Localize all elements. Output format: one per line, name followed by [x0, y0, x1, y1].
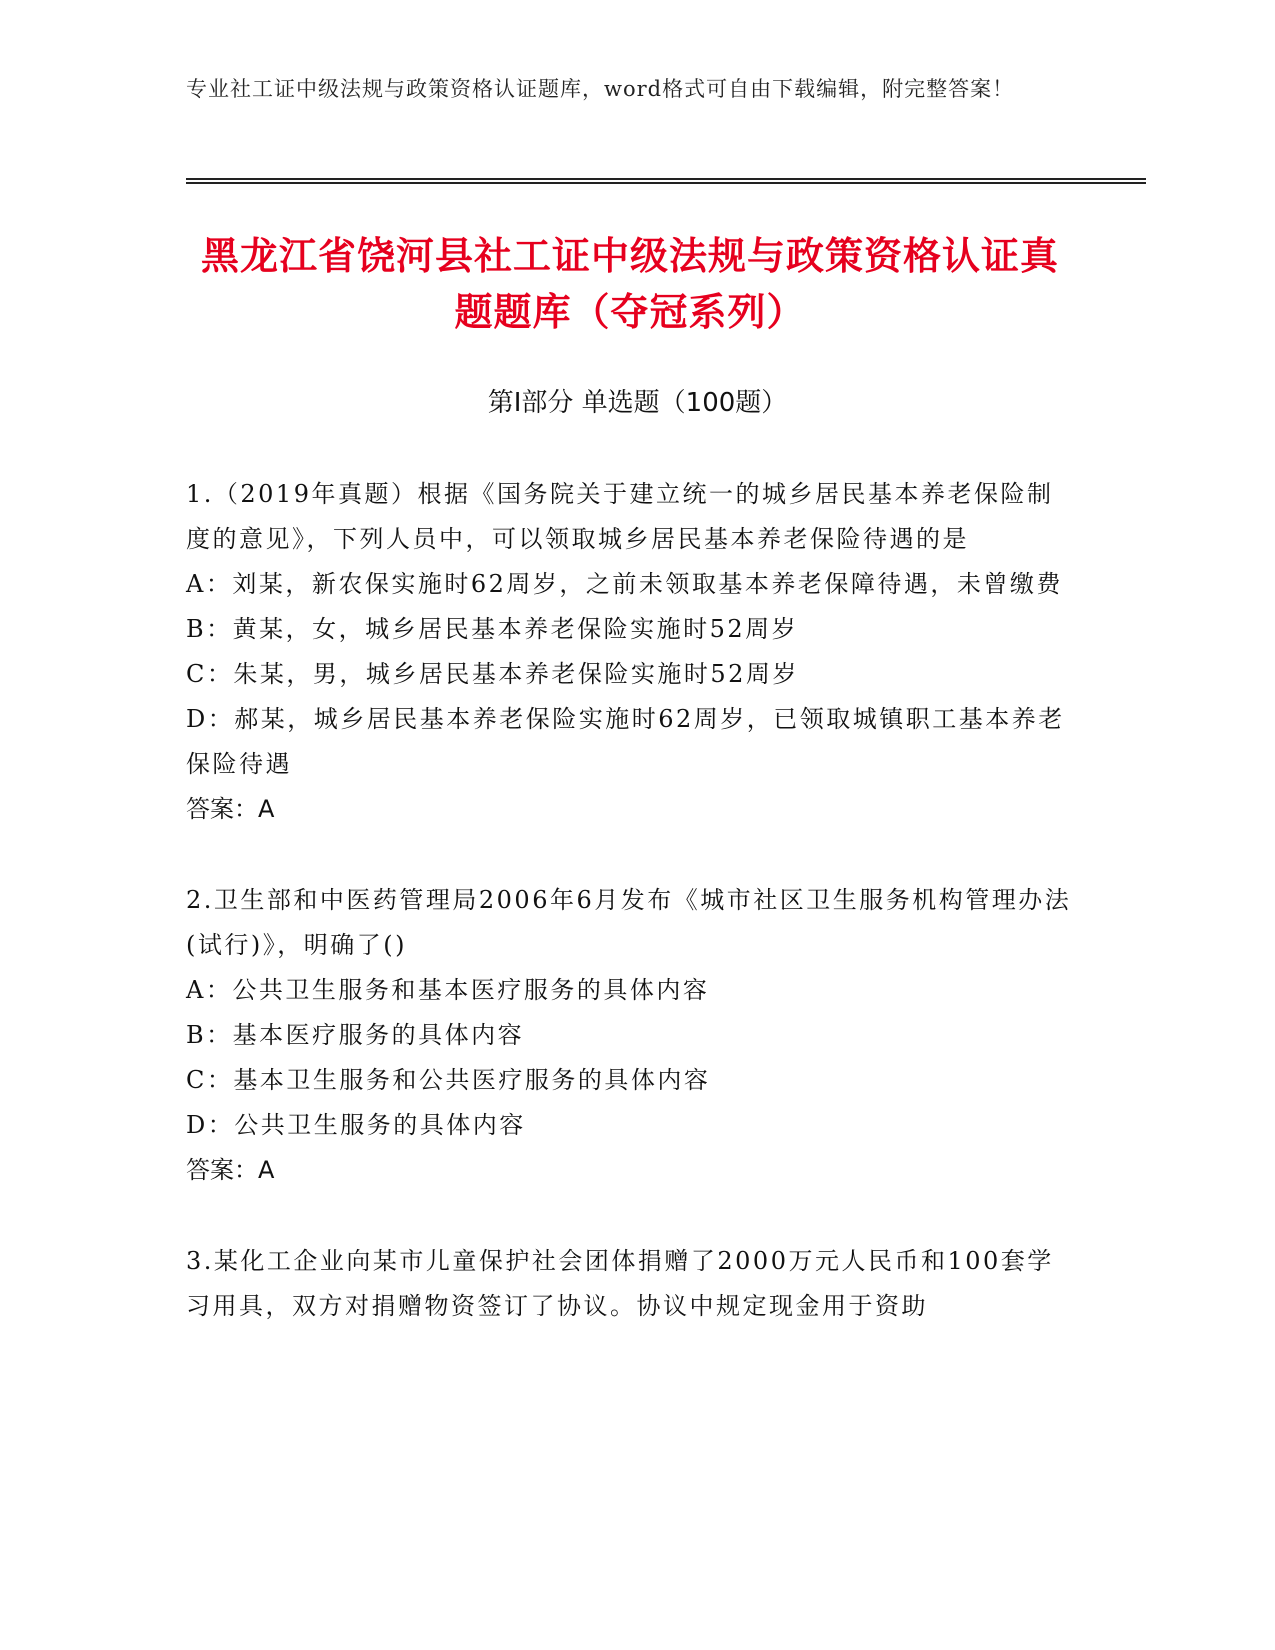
- option-c: C：朱某，男，城乡居民基本养老保险实施时52周岁: [186, 660, 799, 688]
- question-stem: 2.卫生部和中医药管理局2006年6月发布《城市社区卫生服务机构管理办法(试行)》，明确了(): [186, 886, 1072, 959]
- option-a: A：刘某，新农保实施时62周岁，之前未领取基本养老保障待遇，未曾缴费: [186, 570, 1063, 598]
- question-3: [186, 1239, 1076, 1329]
- option-c: C：基本卫生服务和公共医疗服务的具体内容: [186, 1066, 711, 1094]
- option-b: B：基本医疗服务的具体内容: [186, 1021, 525, 1049]
- question-2: [186, 878, 1076, 1193]
- answer-line: 答案：A: [186, 1156, 275, 1184]
- option-b: B：黄某，女，城乡居民基本养老保险实施时52周岁: [186, 615, 799, 643]
- question-list: [186, 472, 1076, 1375]
- document-title: 黑龙江省饶河县社工证中级法规与政策资格认证真题题库（夺冠系列）: [200, 234, 1059, 334]
- option-d: D：公共卫生服务的具体内容: [186, 1111, 526, 1139]
- section-heading: 第Ⅰ部分 单选题（100题）: [487, 388, 788, 418]
- option-d: D：郝某，城乡居民基本养老保险实施时62周岁，已领取城镇职工基本养老保险待遇: [186, 705, 1065, 778]
- answer-line: 答案：A: [186, 795, 275, 823]
- header-divider-bottom: [186, 182, 1146, 184]
- question-stem: 3.某化工企业向某市儿童保护社会团体捐赠了2000万元人民币和100套学习用具，双方对捐赠物资签订了协议。协议中规定现金用于资助: [186, 1247, 1054, 1320]
- option-a: A：公共卫生服务和基本医疗服务的具体内容: [186, 976, 710, 1004]
- header-divider-top: [186, 178, 1146, 180]
- question-1: [186, 472, 1076, 832]
- question-stem: 1.（2019年真题）根据《国务院关于建立统一的城乡居民基本养老保险制度的意见》，下列人员中，可以领取城乡居民基本养老保险待遇的是: [186, 480, 1054, 553]
- header-note: 专业社工证中级法规与政策资格认证题库，word格式可自由下载编辑，附完整答案！: [186, 77, 1015, 101]
